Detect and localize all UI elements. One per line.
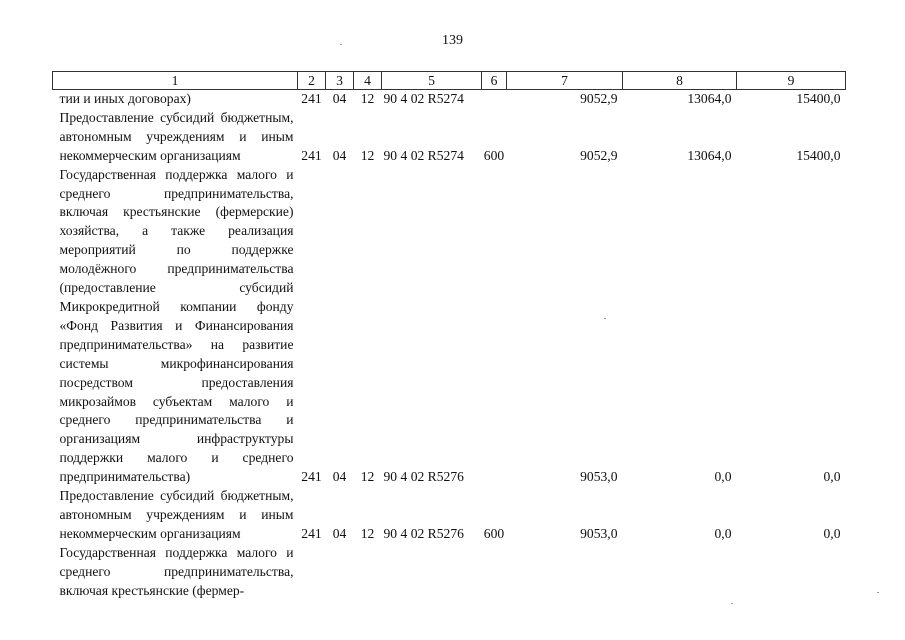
amount-col9: 0,0 [823,525,841,541]
table-body [53,90,846,601]
target-article-code: 90 4 02 R5274 [383,147,464,163]
expense-type-code: 600 [483,525,505,541]
table-row [53,109,846,166]
row-description: Предоставление субсидий бюджетным, автономным учреждениям и иным некоммерческим организациям [59,109,294,163]
page-number: 139 [442,33,463,48]
amount-col8: 13064,0 [687,91,732,106]
amount-col9: 0,0 [823,469,841,485]
target-article-code: 90 4 02 R5276 [383,469,464,485]
section-code: 04 [332,147,347,163]
column-header-5: 5 [382,72,482,90]
amount-col8 [623,544,737,601]
column-header-8: 8 [623,72,737,90]
section-code: 04 [332,469,347,485]
column-header-1: 1 [53,72,298,90]
column-header-3: 3 [326,72,354,90]
ministry-code: 241 [301,147,322,163]
row-description: Государственная поддержка малого и среднего предпринимательства, включая крестьянские (фермер- [59,544,294,598]
column-header-4: 4 [354,72,382,90]
scan-speck [604,318,606,319]
column-header-7: 7 [507,72,623,90]
subsection-code: 12 [360,91,375,106]
column-header-2: 2 [298,72,326,90]
row-description: тии и иных договорах) [59,91,191,106]
subsection-code: 12 [360,469,375,485]
header-row [53,72,846,90]
section-code [326,544,354,601]
amount-col9: 15400,0 [796,147,841,163]
table-header [53,72,846,90]
subsection-code: 12 [360,147,375,163]
scan-speck [340,44,342,45]
expense-type-code [482,90,507,109]
amount-col7: 9052,9 [580,91,618,106]
amount-col7 [507,544,623,601]
table-row [53,90,846,109]
amount-col8: 13064,0 [687,147,732,163]
target-article-code [382,544,482,601]
expense-type-code [482,544,507,601]
target-article-code: 90 4 02 R5274 [383,91,464,106]
column-header-9: 9 [737,72,846,90]
amount-col8: 0,0 [714,469,732,485]
row-description: Предоставление субсидий бюджетным, автономным учреждениям и иным некоммерческим организациям [59,488,294,541]
row-description: Государственная поддержка малого и среднего предпринимательства, включая крестьянские (фермерские) хозяйства, а также реализация мероприятий по поддержке молодёжного предпринимательства (предоставление субсидий Микрокредитной компании фонду «Фонд Развития и Финансирования предпринимательства» на развитие системы микрофинансирования посредством предоставления микрозаймов субъектам малого и среднего предпринимательства и организациям инфраструктуры поддержки малого и среднего предпринимательства) [59,166,294,485]
ministry-code: 241 [301,525,322,541]
section-code: 04 [332,525,347,541]
amount-col7: 9052,9 [580,147,618,163]
expense-type-code [482,166,507,487]
scan-speck [877,592,879,593]
ministry-code: 241 [301,469,322,485]
amount-col9: 15400,0 [796,91,841,106]
amount-col7: 9053,0 [580,525,618,541]
ministry-code: 241 [301,91,322,106]
budget-table [52,71,846,600]
section-code: 04 [332,91,347,106]
scan-speck [731,603,733,604]
amount-col8: 0,0 [714,525,732,541]
amount-col7: 9053,0 [580,469,618,485]
table-row [53,166,846,487]
table-row [53,487,846,544]
table-row [53,544,846,601]
expense-type-code: 600 [483,147,505,163]
target-article-code: 90 4 02 R5276 [383,525,464,541]
ministry-code [298,544,326,601]
subsection-code: 12 [360,525,375,541]
column-header-6: 6 [482,72,507,90]
amount-col9 [737,544,846,601]
subsection-code [354,544,382,601]
